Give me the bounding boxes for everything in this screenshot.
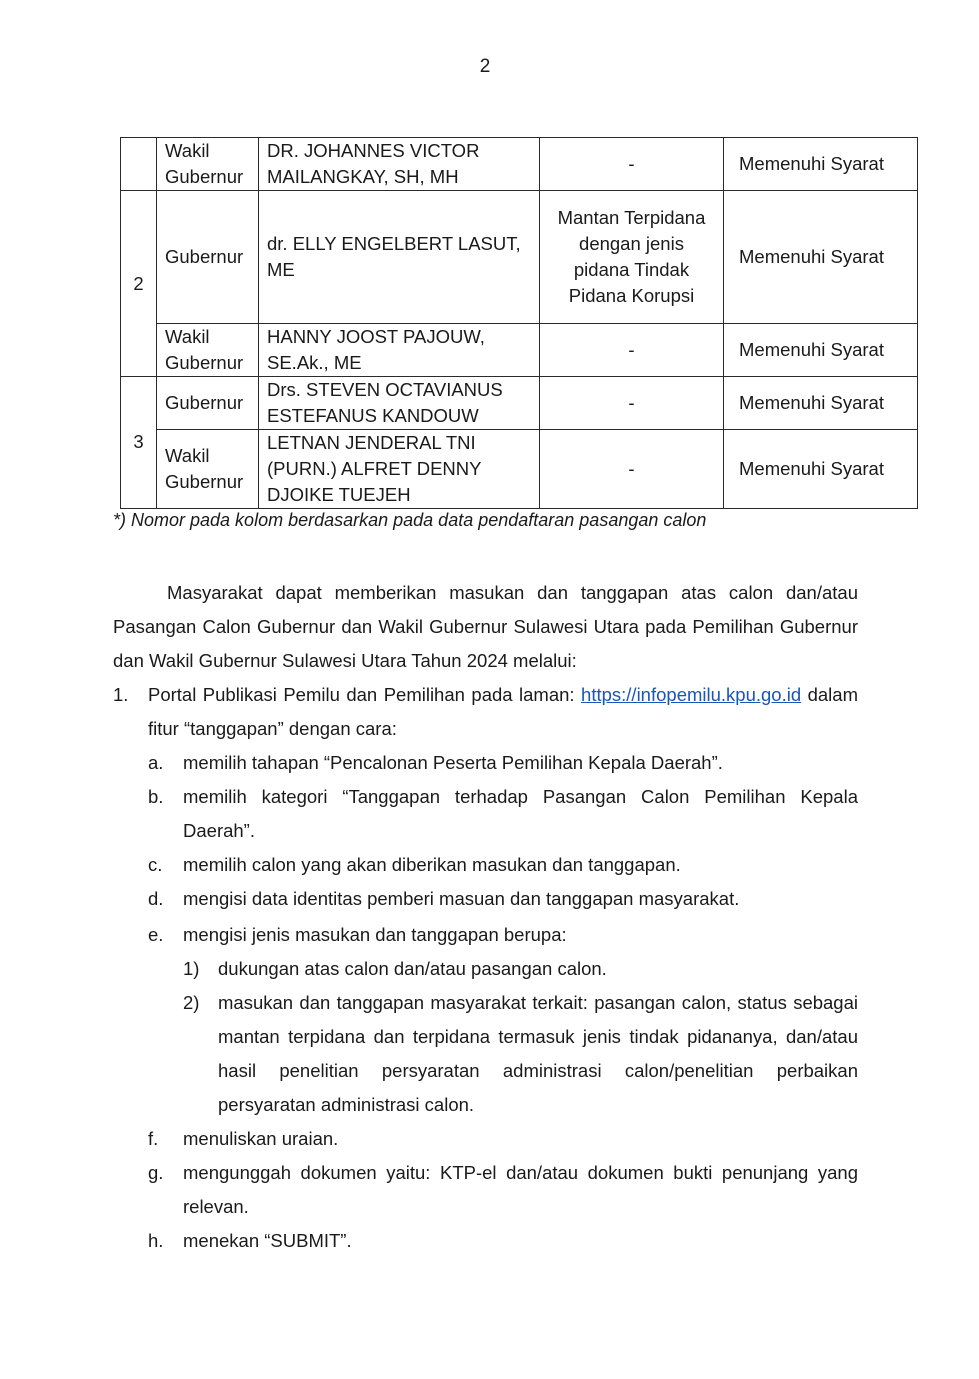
list-content: dukungan atas calon dan/atau pasangan calon. [218, 958, 607, 979]
list-content: memilih kategori “Tanggapan terhadap Pasangan Calon Pemilihan Kepala Daerah”. [183, 786, 858, 841]
list-marker: b. [148, 786, 164, 807]
step-d [148, 882, 858, 916]
list-marker: 1) [183, 958, 200, 979]
cell-status-pidana: Mantan Terpidana dengan jenis pidana Tindak Pidana Korupsi [540, 191, 724, 324]
cell-hasil: Memenuhi Syarat [724, 430, 918, 509]
cell-nama: Drs. STEVEN OCTAVIANUS ESTEFANUS KANDOUW [259, 377, 540, 430]
list-marker: e. [148, 924, 164, 945]
infopemilu-link[interactable]: https://infopemilu.kpu.go.id [581, 684, 802, 705]
cell-nama: dr. ELLY ENGELBERT LASUT, ME [259, 191, 540, 324]
list-content: mengisi jenis masukan dan tanggapan berupa: [183, 924, 567, 945]
table-row [121, 324, 918, 377]
list-content: mengunggah dokumen yaitu: KTP-el dan/atau dokumen bukti penunjang yang relevan. [183, 1162, 858, 1217]
step-a [148, 746, 858, 780]
list-marker: h. [148, 1230, 164, 1251]
list-content: masukan dan tanggapan masyarakat terkait: pasangan calon, status sebagai mantan terpidana dan terpidana termasuk jenis tindak pidananya, dan/atau hasil penelitian persyaratan administrasi calon/penelitian perbaikan persyaratan administrasi calon. [218, 992, 858, 1115]
cell-hasil: Memenuhi Syarat [724, 191, 918, 324]
candidate-table [120, 137, 918, 509]
list-marker: a. [148, 752, 164, 773]
list-content: mengisi data identitas pemberi masuan dan tanggapan masyarakat. [183, 888, 740, 909]
table-row [121, 377, 918, 430]
cell-jabatan: Gubernur [157, 377, 259, 430]
cell-no: 2 [121, 191, 157, 377]
cell-jabatan: Gubernur [157, 191, 259, 324]
cell-status-pidana: - [540, 430, 724, 509]
substep-2 [183, 986, 858, 1122]
list-marker: c. [148, 854, 163, 875]
cell-nama: LETNAN JENDERAL TNI (PURN.) ALFRET DENNY DJOIKE TUEJEH [259, 430, 540, 509]
step-e [148, 918, 858, 952]
step-h [148, 1224, 858, 1258]
table-row [121, 191, 918, 324]
cell-status-pidana: - [540, 138, 724, 191]
table-footnote: *) Nomor pada kolom berdasarkan pada data pendaftaran pasangan calon [113, 510, 707, 530]
list-marker: g. [148, 1162, 164, 1183]
page-number: 2 [479, 56, 491, 77]
cell-jabatan: Wakil Gubernur [157, 138, 259, 191]
list-marker: d. [148, 888, 164, 909]
list-marker: 1. [113, 684, 129, 705]
cell-hasil: Memenuhi Syarat [724, 377, 918, 430]
list-marker: f. [148, 1128, 159, 1149]
cell-jabatan: Wakil Gubernur [157, 324, 259, 377]
cell-status-pidana: - [540, 377, 724, 430]
intro-paragraph: Masyarakat dapat memberikan masukan dan tanggapan atas calon dan/atau Pasangan Calon Gubernur dan Wakil Gubernur Sulawesi Utara pada Pemilihan Gubernur dan Wakil Gubernur Sulawesi Utara Tahun 2024 melalui: [113, 582, 858, 671]
step-c [148, 848, 858, 882]
list-content: menekan “SUBMIT”. [183, 1230, 352, 1251]
cell-no [121, 138, 157, 191]
list-item-1 [113, 678, 858, 746]
item1-text: Portal Publikasi Pemilu dan Pemilihan pada laman: [148, 684, 582, 705]
table-row [121, 430, 918, 509]
step-g [148, 1156, 858, 1224]
cell-no: 3 [121, 377, 157, 509]
list-content: memilih calon yang akan diberikan masukan dan tanggapan. [183, 854, 681, 875]
cell-nama: DR. JOHANNES VICTOR MAILANGKAY, SH, MH [259, 138, 540, 191]
table-row [121, 138, 918, 191]
cell-status-pidana: - [540, 324, 724, 377]
cell-hasil: Memenuhi Syarat [724, 324, 918, 377]
step-f [148, 1122, 858, 1156]
item1-text-after: dalam fitur “tanggapan” dengan cara: [148, 684, 858, 739]
substep-1 [183, 952, 858, 986]
list-content: memilih tahapan “Pencalonan Peserta Pemilihan Kepala Daerah”. [183, 752, 723, 773]
cell-nama: HANNY JOOST PAJOUW, SE.Ak., ME [259, 324, 540, 377]
list-marker: 2) [183, 992, 200, 1013]
step-b [148, 780, 858, 848]
cell-hasil: Memenuhi Syarat [724, 138, 918, 191]
cell-jabatan: Wakil Gubernur [157, 430, 259, 509]
list-content [148, 678, 858, 746]
list-content: menuliskan uraian. [183, 1128, 339, 1149]
